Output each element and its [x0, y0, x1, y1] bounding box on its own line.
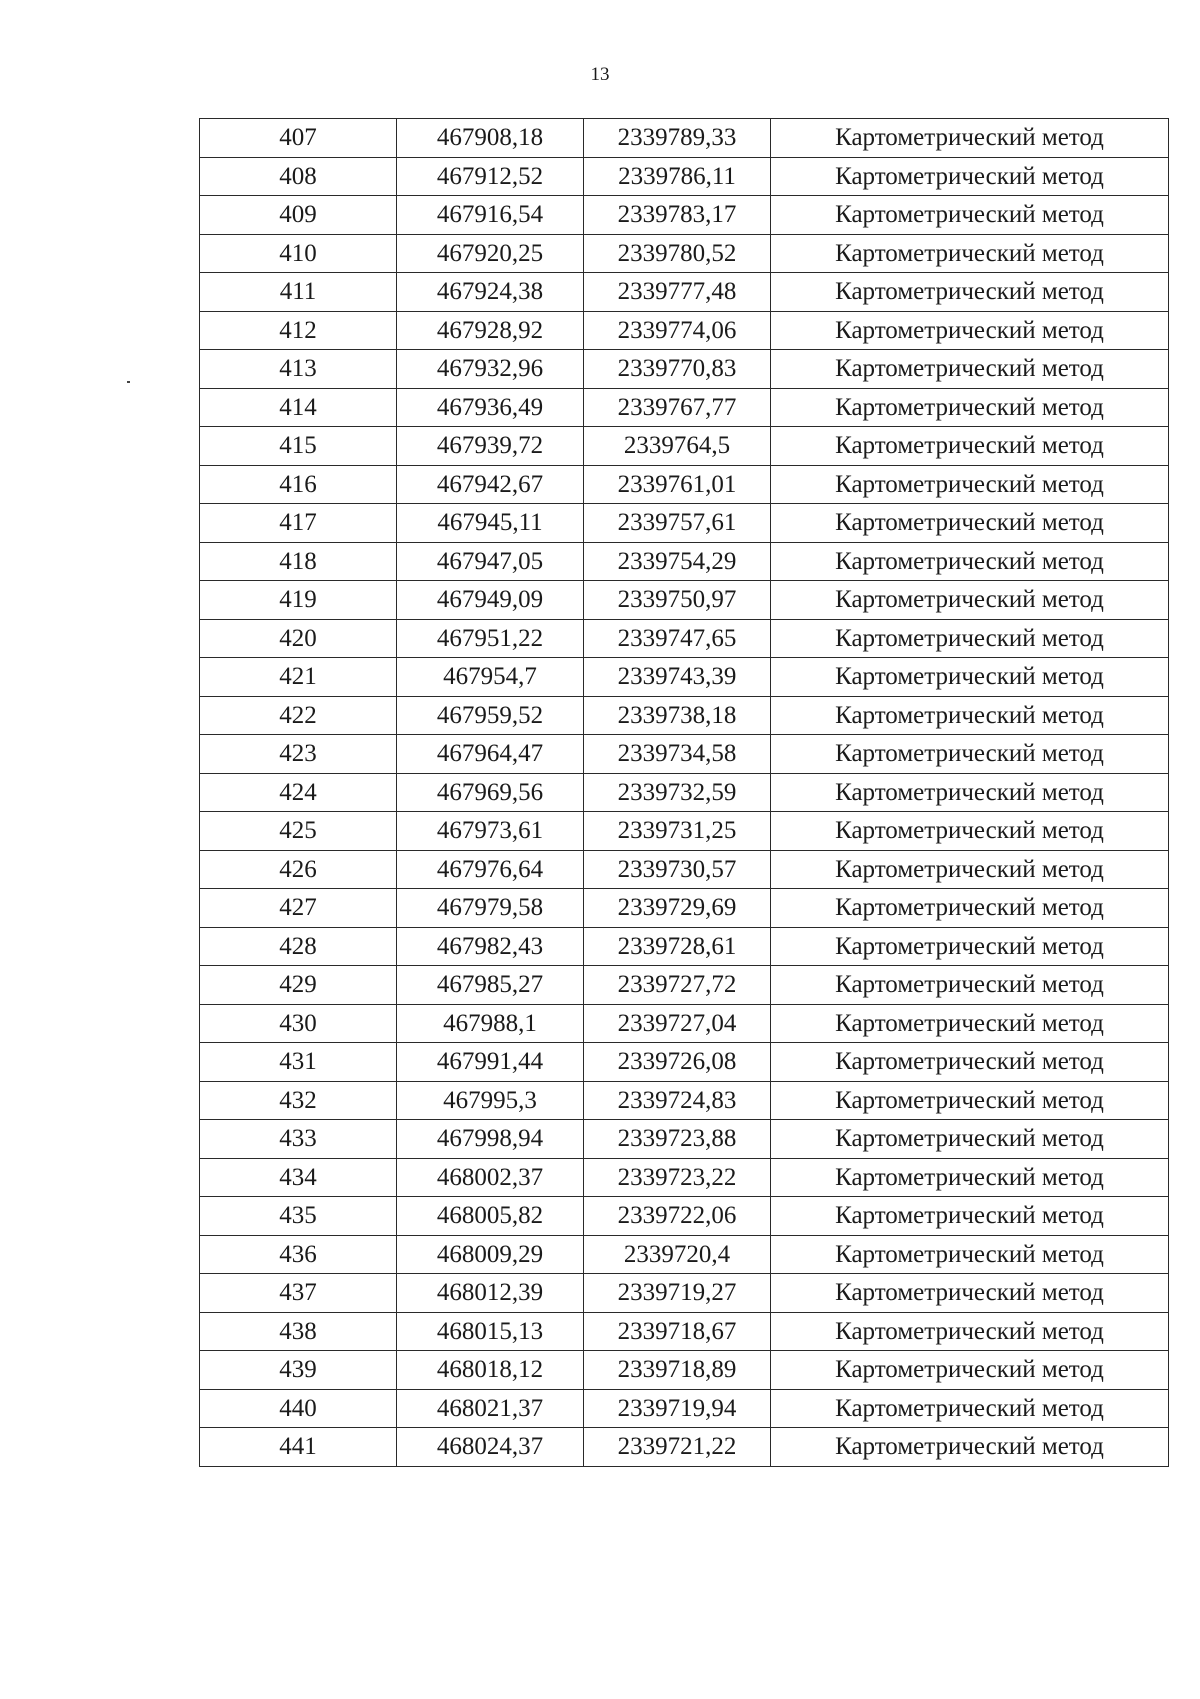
- x-coordinate-cell: 467939,72: [397, 427, 584, 466]
- table-row: [200, 619, 1169, 658]
- method-cell: Картометрический метод: [771, 157, 1169, 196]
- y-coordinate-cell: 2339789,33: [584, 119, 771, 158]
- method-cell: Картометрический метод: [771, 581, 1169, 620]
- table-row: [200, 504, 1169, 543]
- point-number-cell: 411: [200, 273, 397, 312]
- point-number-cell: 437: [200, 1274, 397, 1313]
- method-cell: Картометрический метод: [771, 889, 1169, 928]
- y-coordinate-cell: 2339720,4: [584, 1235, 771, 1274]
- x-coordinate-cell: 467908,18: [397, 119, 584, 158]
- point-number-cell: 432: [200, 1081, 397, 1120]
- y-coordinate-cell: 2339754,29: [584, 542, 771, 581]
- x-coordinate-cell: 467982,43: [397, 927, 584, 966]
- method-cell: Картометрический метод: [771, 311, 1169, 350]
- method-cell: Картометрический метод: [771, 465, 1169, 504]
- y-coordinate-cell: 2339757,61: [584, 504, 771, 543]
- y-coordinate-cell: 2339724,83: [584, 1081, 771, 1120]
- x-coordinate-cell: 467920,25: [397, 234, 584, 273]
- table-row: [200, 850, 1169, 889]
- table-row: [200, 773, 1169, 812]
- x-coordinate-cell: 467988,1: [397, 1004, 584, 1043]
- method-cell: Картометрический метод: [771, 1120, 1169, 1159]
- point-number-cell: 415: [200, 427, 397, 466]
- method-cell: Картометрический метод: [771, 812, 1169, 851]
- point-number-cell: 412: [200, 311, 397, 350]
- method-cell: Картометрический метод: [771, 773, 1169, 812]
- table-row: [200, 581, 1169, 620]
- y-coordinate-cell: 2339786,11: [584, 157, 771, 196]
- y-coordinate-cell: 2339761,01: [584, 465, 771, 504]
- method-cell: Картометрический метод: [771, 196, 1169, 235]
- table-row: [200, 1235, 1169, 1274]
- point-number-cell: 421: [200, 658, 397, 697]
- method-cell: Картометрический метод: [771, 735, 1169, 774]
- x-coordinate-cell: 467985,27: [397, 966, 584, 1005]
- table-row: [200, 1274, 1169, 1313]
- x-coordinate-cell: 468009,29: [397, 1235, 584, 1274]
- x-coordinate-cell: 467945,11: [397, 504, 584, 543]
- table-row: [200, 388, 1169, 427]
- method-cell: Картометрический метод: [771, 1197, 1169, 1236]
- point-number-cell: 436: [200, 1235, 397, 1274]
- y-coordinate-cell: 2339734,58: [584, 735, 771, 774]
- point-number-cell: 419: [200, 581, 397, 620]
- point-number-cell: 418: [200, 542, 397, 581]
- y-coordinate-cell: 2339774,06: [584, 311, 771, 350]
- point-number-cell: 428: [200, 927, 397, 966]
- page-number: 13: [590, 64, 610, 85]
- point-number-cell: 435: [200, 1197, 397, 1236]
- method-cell: Картометрический метод: [771, 850, 1169, 889]
- y-coordinate-cell: 2339777,48: [584, 273, 771, 312]
- point-number-cell: 431: [200, 1043, 397, 1082]
- table-row: [200, 812, 1169, 851]
- y-coordinate-cell: 2339727,72: [584, 966, 771, 1005]
- table-row: [200, 234, 1169, 273]
- y-coordinate-cell: 2339780,52: [584, 234, 771, 273]
- table-row: [200, 696, 1169, 735]
- table-row: [200, 196, 1169, 235]
- point-number-cell: 424: [200, 773, 397, 812]
- scan-speck: [127, 381, 130, 383]
- point-number-cell: 425: [200, 812, 397, 851]
- x-coordinate-cell: 467942,67: [397, 465, 584, 504]
- y-coordinate-cell: 2339731,25: [584, 812, 771, 851]
- method-cell: Картометрический метод: [771, 1428, 1169, 1467]
- y-coordinate-cell: 2339723,22: [584, 1158, 771, 1197]
- point-number-cell: 409: [200, 196, 397, 235]
- method-cell: Картометрический метод: [771, 1158, 1169, 1197]
- y-coordinate-cell: 2339727,04: [584, 1004, 771, 1043]
- table-row: [200, 1312, 1169, 1351]
- y-coordinate-cell: 2339722,06: [584, 1197, 771, 1236]
- y-coordinate-cell: 2339767,77: [584, 388, 771, 427]
- table-row: [200, 927, 1169, 966]
- point-number-cell: 438: [200, 1312, 397, 1351]
- y-coordinate-cell: 2339750,97: [584, 581, 771, 620]
- x-coordinate-cell: 467924,38: [397, 273, 584, 312]
- x-coordinate-cell: 468024,37: [397, 1428, 584, 1467]
- x-coordinate-cell: 467976,64: [397, 850, 584, 889]
- table-row: [200, 735, 1169, 774]
- x-coordinate-cell: 468002,37: [397, 1158, 584, 1197]
- y-coordinate-cell: 2339738,18: [584, 696, 771, 735]
- table-row: [200, 1389, 1169, 1428]
- x-coordinate-cell: 467928,92: [397, 311, 584, 350]
- x-coordinate-cell: 467951,22: [397, 619, 584, 658]
- method-cell: Картометрический метод: [771, 658, 1169, 697]
- point-number-cell: 407: [200, 119, 397, 158]
- x-coordinate-cell: 468021,37: [397, 1389, 584, 1428]
- method-cell: Картометрический метод: [771, 1389, 1169, 1428]
- x-coordinate-cell: 467969,56: [397, 773, 584, 812]
- method-cell: Картометрический метод: [771, 1004, 1169, 1043]
- method-cell: Картометрический метод: [771, 427, 1169, 466]
- y-coordinate-cell: 2339732,59: [584, 773, 771, 812]
- point-number-cell: 429: [200, 966, 397, 1005]
- method-cell: Картометрический метод: [771, 1235, 1169, 1274]
- method-cell: Картометрический метод: [771, 1081, 1169, 1120]
- method-cell: Картометрический метод: [771, 1351, 1169, 1390]
- x-coordinate-cell: 467936,49: [397, 388, 584, 427]
- table-row: [200, 658, 1169, 697]
- point-number-cell: 417: [200, 504, 397, 543]
- method-cell: Картометрический метод: [771, 927, 1169, 966]
- y-coordinate-cell: 2339718,67: [584, 1312, 771, 1351]
- method-cell: Картометрический метод: [771, 234, 1169, 273]
- x-coordinate-cell: 468005,82: [397, 1197, 584, 1236]
- method-cell: Картометрический метод: [771, 1043, 1169, 1082]
- point-number-cell: 410: [200, 234, 397, 273]
- point-number-cell: 420: [200, 619, 397, 658]
- x-coordinate-cell: 467954,7: [397, 658, 584, 697]
- method-cell: Картометрический метод: [771, 966, 1169, 1005]
- y-coordinate-cell: 2339747,65: [584, 619, 771, 658]
- table-row: [200, 1004, 1169, 1043]
- point-number-cell: 427: [200, 889, 397, 928]
- point-number-cell: 426: [200, 850, 397, 889]
- method-cell: Картометрический метод: [771, 696, 1169, 735]
- y-coordinate-cell: 2339721,22: [584, 1428, 771, 1467]
- table-row: [200, 1197, 1169, 1236]
- y-coordinate-cell: 2339728,61: [584, 927, 771, 966]
- table-row: [200, 1081, 1169, 1120]
- point-number-cell: 430: [200, 1004, 397, 1043]
- method-cell: Картометрический метод: [771, 619, 1169, 658]
- point-number-cell: 408: [200, 157, 397, 196]
- table-row: [200, 350, 1169, 389]
- method-cell: Картометрический метод: [771, 273, 1169, 312]
- x-coordinate-cell: 468018,12: [397, 1351, 584, 1390]
- x-coordinate-cell: 467947,05: [397, 542, 584, 581]
- method-cell: Картометрический метод: [771, 119, 1169, 158]
- table-body: [200, 119, 1169, 1467]
- y-coordinate-cell: 2339729,69: [584, 889, 771, 928]
- point-number-cell: 413: [200, 350, 397, 389]
- point-number-cell: 439: [200, 1351, 397, 1390]
- table-row: [200, 1428, 1169, 1467]
- y-coordinate-cell: 2339764,5: [584, 427, 771, 466]
- method-cell: Картометрический метод: [771, 542, 1169, 581]
- x-coordinate-cell: 467959,52: [397, 696, 584, 735]
- x-coordinate-cell: 467916,54: [397, 196, 584, 235]
- y-coordinate-cell: 2339770,83: [584, 350, 771, 389]
- method-cell: Картометрический метод: [771, 350, 1169, 389]
- y-coordinate-cell: 2339719,27: [584, 1274, 771, 1313]
- table-row: [200, 119, 1169, 158]
- table-row: [200, 1120, 1169, 1159]
- x-coordinate-cell: 467964,47: [397, 735, 584, 774]
- point-number-cell: 422: [200, 696, 397, 735]
- method-cell: Картометрический метод: [771, 1312, 1169, 1351]
- point-number-cell: 423: [200, 735, 397, 774]
- y-coordinate-cell: 2339726,08: [584, 1043, 771, 1082]
- y-coordinate-cell: 2339783,17: [584, 196, 771, 235]
- table-row: [200, 157, 1169, 196]
- x-coordinate-cell: 467979,58: [397, 889, 584, 928]
- x-coordinate-cell: 467995,3: [397, 1081, 584, 1120]
- table-row: [200, 889, 1169, 928]
- table-row: [200, 311, 1169, 350]
- table-row: [200, 542, 1169, 581]
- point-number-cell: 433: [200, 1120, 397, 1159]
- method-cell: Картометрический метод: [771, 388, 1169, 427]
- method-cell: Картометрический метод: [771, 1274, 1169, 1313]
- y-coordinate-cell: 2339743,39: [584, 658, 771, 697]
- x-coordinate-cell: 467912,52: [397, 157, 584, 196]
- point-number-cell: 434: [200, 1158, 397, 1197]
- point-number-cell: 416: [200, 465, 397, 504]
- x-coordinate-cell: 468012,39: [397, 1274, 584, 1313]
- table-row: [200, 465, 1169, 504]
- y-coordinate-cell: 2339723,88: [584, 1120, 771, 1159]
- y-coordinate-cell: 2339718,89: [584, 1351, 771, 1390]
- x-coordinate-cell: 468015,13: [397, 1312, 584, 1351]
- point-number-cell: 441: [200, 1428, 397, 1467]
- point-number-cell: 440: [200, 1389, 397, 1428]
- y-coordinate-cell: 2339730,57: [584, 850, 771, 889]
- method-cell: Картометрический метод: [771, 504, 1169, 543]
- coordinates-table: [199, 118, 1169, 1467]
- x-coordinate-cell: 467973,61: [397, 812, 584, 851]
- table-row: [200, 427, 1169, 466]
- table-row: [200, 1043, 1169, 1082]
- point-number-cell: 414: [200, 388, 397, 427]
- x-coordinate-cell: 467932,96: [397, 350, 584, 389]
- table-row: [200, 1158, 1169, 1197]
- table-row: [200, 273, 1169, 312]
- x-coordinate-cell: 467998,94: [397, 1120, 584, 1159]
- x-coordinate-cell: 467991,44: [397, 1043, 584, 1082]
- table-row: [200, 966, 1169, 1005]
- x-coordinate-cell: 467949,09: [397, 581, 584, 620]
- y-coordinate-cell: 2339719,94: [584, 1389, 771, 1428]
- table-row: [200, 1351, 1169, 1390]
